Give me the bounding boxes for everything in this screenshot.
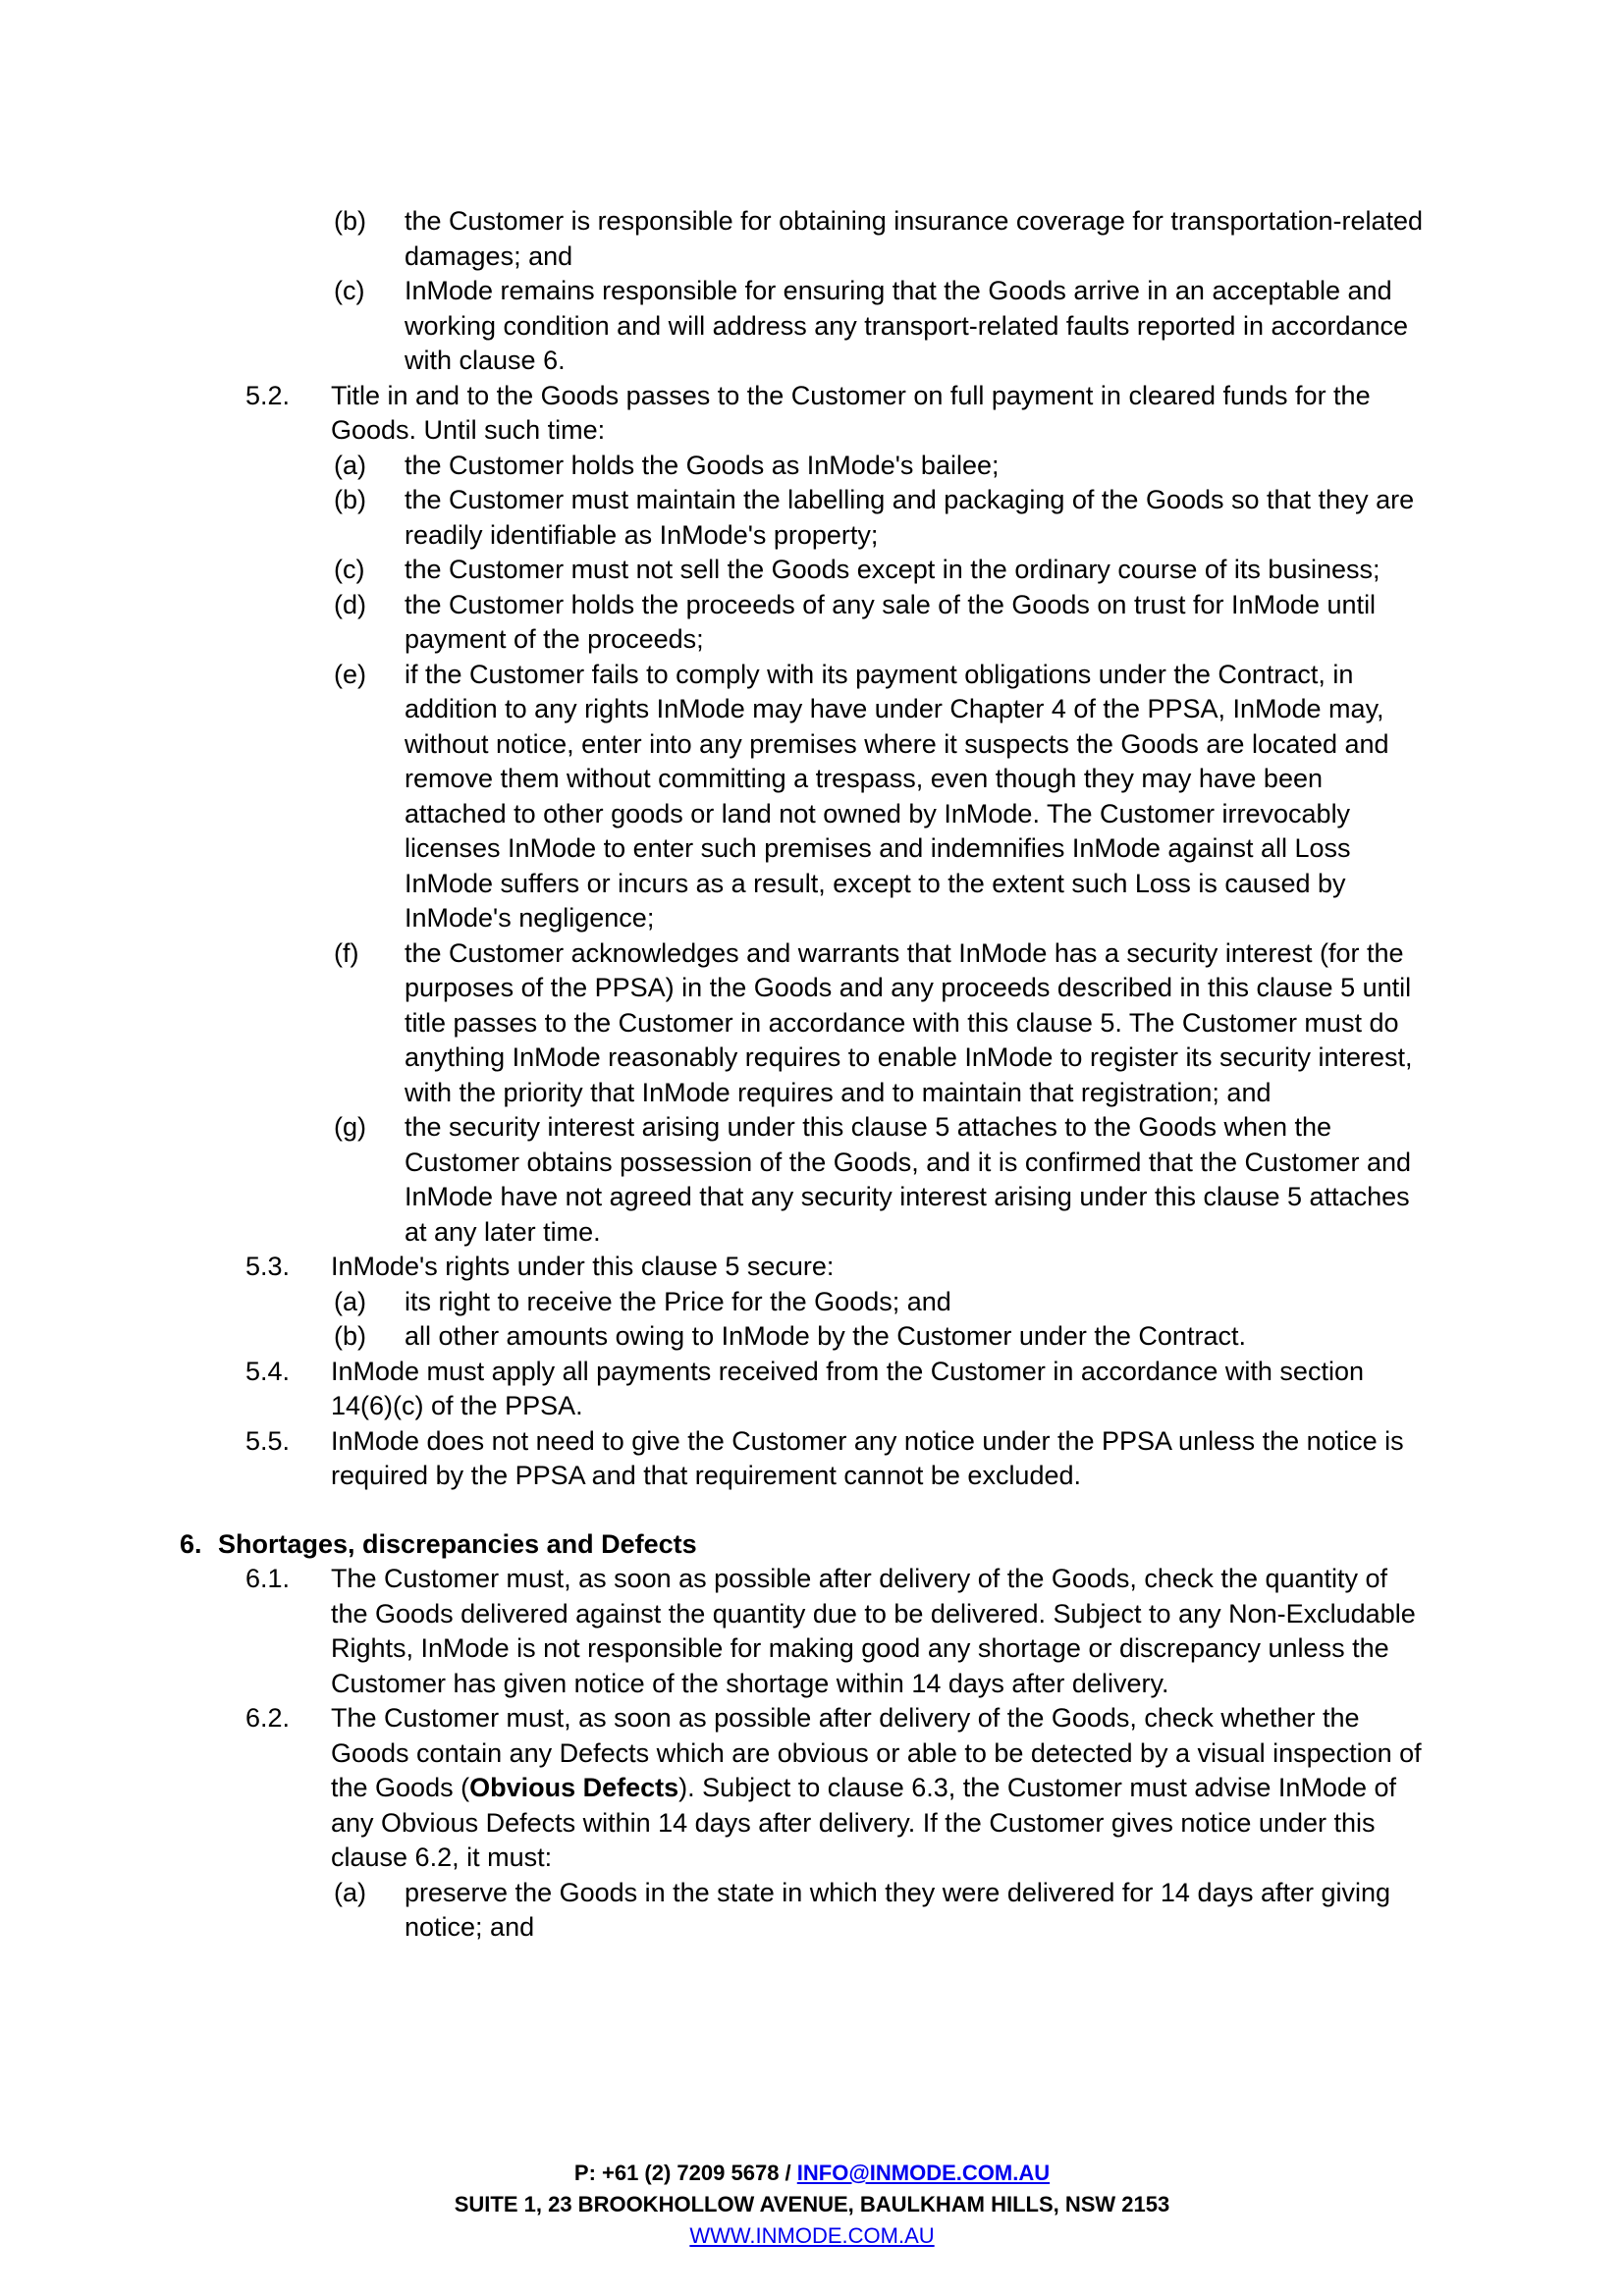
list-item-text: its right to receive the Price for the Goods; and xyxy=(405,1286,951,1316)
list-item-marker: (a) xyxy=(334,450,366,480)
list-item xyxy=(0,204,1624,274)
clause-text xyxy=(331,1701,1429,1876)
section-title: Shortages, discrepancies and Defects xyxy=(218,1528,697,1559)
list-item xyxy=(0,1110,1624,1250)
clause-number: 5.2. xyxy=(245,380,291,410)
list-item xyxy=(0,936,1624,1111)
list-item-marker: (d) xyxy=(334,589,366,619)
clause-5-5 xyxy=(0,1424,1624,1494)
clause-number: 5.3. xyxy=(245,1252,291,1281)
clause-text: InMode's rights under this clause 5 secure: xyxy=(331,1252,835,1281)
footer-address: SUITE 1, 23 BROOKHOLLOW AVENUE, BAULKHAM HILLS, NSW 2153 xyxy=(454,2192,1170,2216)
list-item-text: the Customer acknowledges and warrants that InMode has a security interest (for the purposes of the PPSA) in the Goods and any proceeds described in this clause 5 until title passes to the Customer in accordance with this clause 5. The Customer must do anything InMode reasonably requires to enable InMode to register its security interest, with the priority that InMode requires and to maintain that registration; and xyxy=(405,937,1413,1107)
clause-text-segment: The Customer must, as soon as possible after delivery of the Goods, check whether the Goods contain any Defects which are obvious or able to be detected by a visual inspection of the Goods ( xyxy=(331,1703,1422,1802)
list-item-marker: (b) xyxy=(334,206,366,236)
clause-6-2 xyxy=(0,1701,1624,1876)
clause-text-segment: ). Subject to clause 6.3, the Customer must advise InMode of any Obvious Defects within 14 days after delivery. If the Customer gives notice under this clause 6.2, it must: xyxy=(331,1773,1396,1872)
section-6-heading xyxy=(0,1527,1624,1563)
list-item-marker: (c) xyxy=(334,555,365,584)
email-link[interactable]: INFO@INMODE.COM.AU xyxy=(796,2161,1051,2185)
footer-website-line xyxy=(0,2220,1624,2252)
phone-number: P: +61 (2) 7209 5678 / xyxy=(573,2161,797,2185)
clause-text: The Customer must, as soon as possible after delivery of the Goods, check the quantity of the Goods delivered against the quantity due to be delivered. Subject to any Non-Excludable Rights, InMode is not responsible for making good any shortage or discrepancy unless the Customer has given notice of the shortage within 14 days after delivery. xyxy=(331,1564,1416,1698)
list-item-text: the Customer holds the Goods as InMode's bailee; xyxy=(405,450,1000,480)
clause-text: Title in and to the Goods passes to the Customer on full payment in cleared funds for the Goods. Until such time: xyxy=(331,380,1371,445)
website-link[interactable]: WWW.INMODE.COM.AU xyxy=(689,2223,935,2248)
clause-number: 5.4. xyxy=(245,1356,291,1386)
page-footer xyxy=(0,2158,1624,2252)
terms-document-body xyxy=(0,204,1624,1946)
list-item xyxy=(0,1876,1624,1946)
footer-contact-line xyxy=(0,2158,1624,2189)
clause-number: 5.5. xyxy=(245,1425,291,1456)
list-item-marker: (a) xyxy=(334,1877,366,1907)
list-item-text: the Customer must maintain the labelling and packaging of the Goods so that they are readily identifiable as InMode's property; xyxy=(405,485,1415,550)
list-item xyxy=(0,658,1624,936)
clause-text: InMode must apply all payments received from the Customer in accordance with section 14(6)(c) of the PPSA. xyxy=(331,1356,1364,1420)
list-item xyxy=(0,449,1624,484)
defined-term: Obvious Defects xyxy=(469,1773,679,1802)
list-item xyxy=(0,1285,1624,1320)
list-item-text: the security interest arising under this clause 5 attaches to the Goods when the Customer obtains possession of the Goods, and it is confirmed that the Customer and InMode have not agreed that any security interest arising under this clause 5 attaches at any later time. xyxy=(405,1112,1412,1247)
clause-text: InMode does not need to give the Customer any notice under the PPSA unless the notice is required by the PPSA and that requirement cannot be excluded. xyxy=(331,1425,1404,1490)
clause-5-4 xyxy=(0,1355,1624,1424)
list-item-text: InMode remains responsible for ensuring that the Goods arrive in an acceptable and working condition and will address any transport-related faults reported in accordance with clause 6. xyxy=(405,276,1409,375)
list-item-marker: (a) xyxy=(334,1286,366,1316)
clause-number: 6.1. xyxy=(245,1564,291,1593)
list-item xyxy=(0,1319,1624,1355)
list-item-marker: (f) xyxy=(334,937,359,968)
list-item-marker: (g) xyxy=(334,1112,366,1142)
list-item-text: all other amounts owing to InMode by the Customer under the Contract. xyxy=(405,1321,1246,1351)
list-item-marker: (b) xyxy=(334,1321,366,1351)
list-item xyxy=(0,483,1624,553)
list-item-text: the Customer must not sell the Goods except in the ordinary course of its business; xyxy=(405,555,1380,584)
list-item xyxy=(0,274,1624,379)
list-item-text: preserve the Goods in the state in which they were delivered for 14 days after giving notice; and xyxy=(405,1877,1391,1942)
section-number: 6. xyxy=(180,1528,202,1559)
list-item-marker: (c) xyxy=(334,276,365,305)
list-item-marker: (e) xyxy=(334,659,366,689)
list-item-text: if the Customer fails to comply with its payment obligations under the Contract, in addition to any rights InMode may have under Chapter 4 of the PPSA, InMode may, without notice, enter into any premises where it suspects the Goods are located and remove them without committing a trespass, even though they may have been attached to other goods or land not owned by InMode. The Customer irrevocably licenses InMode to enter such premises and indemnifies InMode against all Loss InMode suffers or incurs as a result, except to the extent such Loss is caused by InMode's negligence; xyxy=(405,659,1389,933)
list-item xyxy=(0,553,1624,588)
clause-5-2 xyxy=(0,379,1624,449)
list-item-marker: (b) xyxy=(334,485,366,514)
clause-number: 6.2. xyxy=(245,1703,291,1733)
clause-5-3 xyxy=(0,1250,1624,1285)
list-item-text: the Customer holds the proceeds of any sale of the Goods on trust for InMode until payment of the proceeds; xyxy=(405,589,1377,654)
list-item-text: the Customer is responsible for obtaining insurance coverage for transportation-related damages; and xyxy=(405,206,1424,271)
clause-6-1 xyxy=(0,1562,1624,1701)
list-item xyxy=(0,588,1624,658)
